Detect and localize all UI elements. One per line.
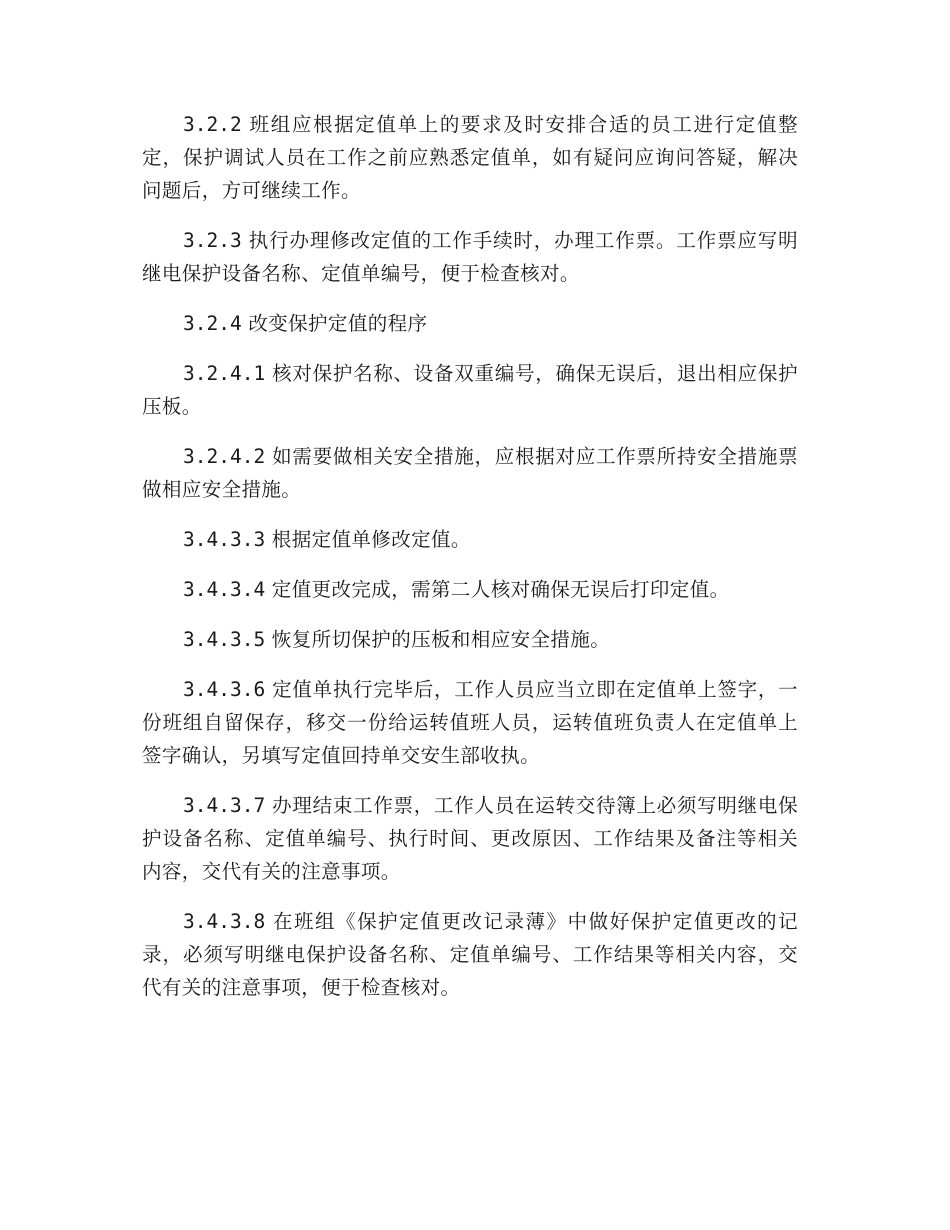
clause-text: 在班组《保护定值更改记录薄》中做好保护定值更改的记录，必须写明继电保护设备名称、定值单编号、工作结果等相关内容，交代有关的注意事项，便于检查核对。 <box>142 910 798 999</box>
clause-number: 3.2.2 <box>183 113 242 136</box>
clause-number: 3.2.4 <box>183 312 242 335</box>
clause-text: 定值更改完成，需第二人核对确保无误后打印定值。 <box>271 578 730 601</box>
clause-number: 3.2.4.1 <box>183 362 266 385</box>
paragraph-3-2-4-2 <box>142 440 798 506</box>
paragraph-3-4-3-3 <box>142 523 798 556</box>
clause-number: 3.2.4.2 <box>183 445 266 468</box>
clause-text: 恢复所切保护的压板和相应安全措施。 <box>271 628 611 651</box>
clause-text: 班组应根据定值单上的要求及时安排合适的员工进行定值整定，保护调试人员在工作之前应熟悉定值单，如有疑问应询问答疑，解决问题后，方可继续工作。 <box>142 113 798 202</box>
paragraph-3-4-3-7 <box>142 789 798 888</box>
paragraph-3-2-2 <box>142 108 798 207</box>
clause-text: 根据定值单修改定值。 <box>271 528 471 551</box>
paragraph-3-2-4 <box>142 307 798 340</box>
clause-number: 3.4.3.8 <box>183 910 266 933</box>
clause-text: 改变保护定值的程序 <box>248 312 428 335</box>
paragraph-3-2-4-1 <box>142 357 798 423</box>
paragraph-3-4-3-4 <box>142 573 798 606</box>
clause-number: 3.4.3.6 <box>183 678 266 701</box>
clause-number: 3.4.3.3 <box>183 528 266 551</box>
paragraph-3-4-3-5 <box>142 623 798 656</box>
clause-number: 3.2.3 <box>183 229 242 252</box>
paragraph-3-4-3-8 <box>142 905 798 1004</box>
clause-text: 核对保护名称、设备双重编号，确保无误后，退出相应保护压板。 <box>142 362 798 418</box>
clause-number: 3.4.3.7 <box>183 794 266 817</box>
clause-number: 3.4.3.5 <box>183 628 266 651</box>
paragraph-3-2-3 <box>142 224 798 290</box>
clause-text: 如需要做相关安全措施，应根据对应工作票所持安全措施票做相应安全措施。 <box>142 445 798 501</box>
document-page <box>142 108 798 1021</box>
clause-text: 定值单执行完毕后，工作人员应当立即在定值单上签字，一份班组自留保存，移交一份给运转值班人员，运转值班负责人在定值单上签字确认，另填写定值回持单交安生部收执。 <box>142 678 798 767</box>
paragraph-3-4-3-6 <box>142 673 798 772</box>
clause-text: 执行办理修改定值的工作手续时，办理工作票。工作票应写明继电保护设备名称、定值单编号，便于检查核对。 <box>142 229 798 285</box>
clause-text: 办理结束工作票，工作人员在运转交待簿上必须写明继电保护设备名称、定值单编号、执行时间、更改原因、工作结果及备注等相关内容，交代有关的注意事项。 <box>142 794 798 883</box>
clause-number: 3.4.3.4 <box>183 578 266 601</box>
